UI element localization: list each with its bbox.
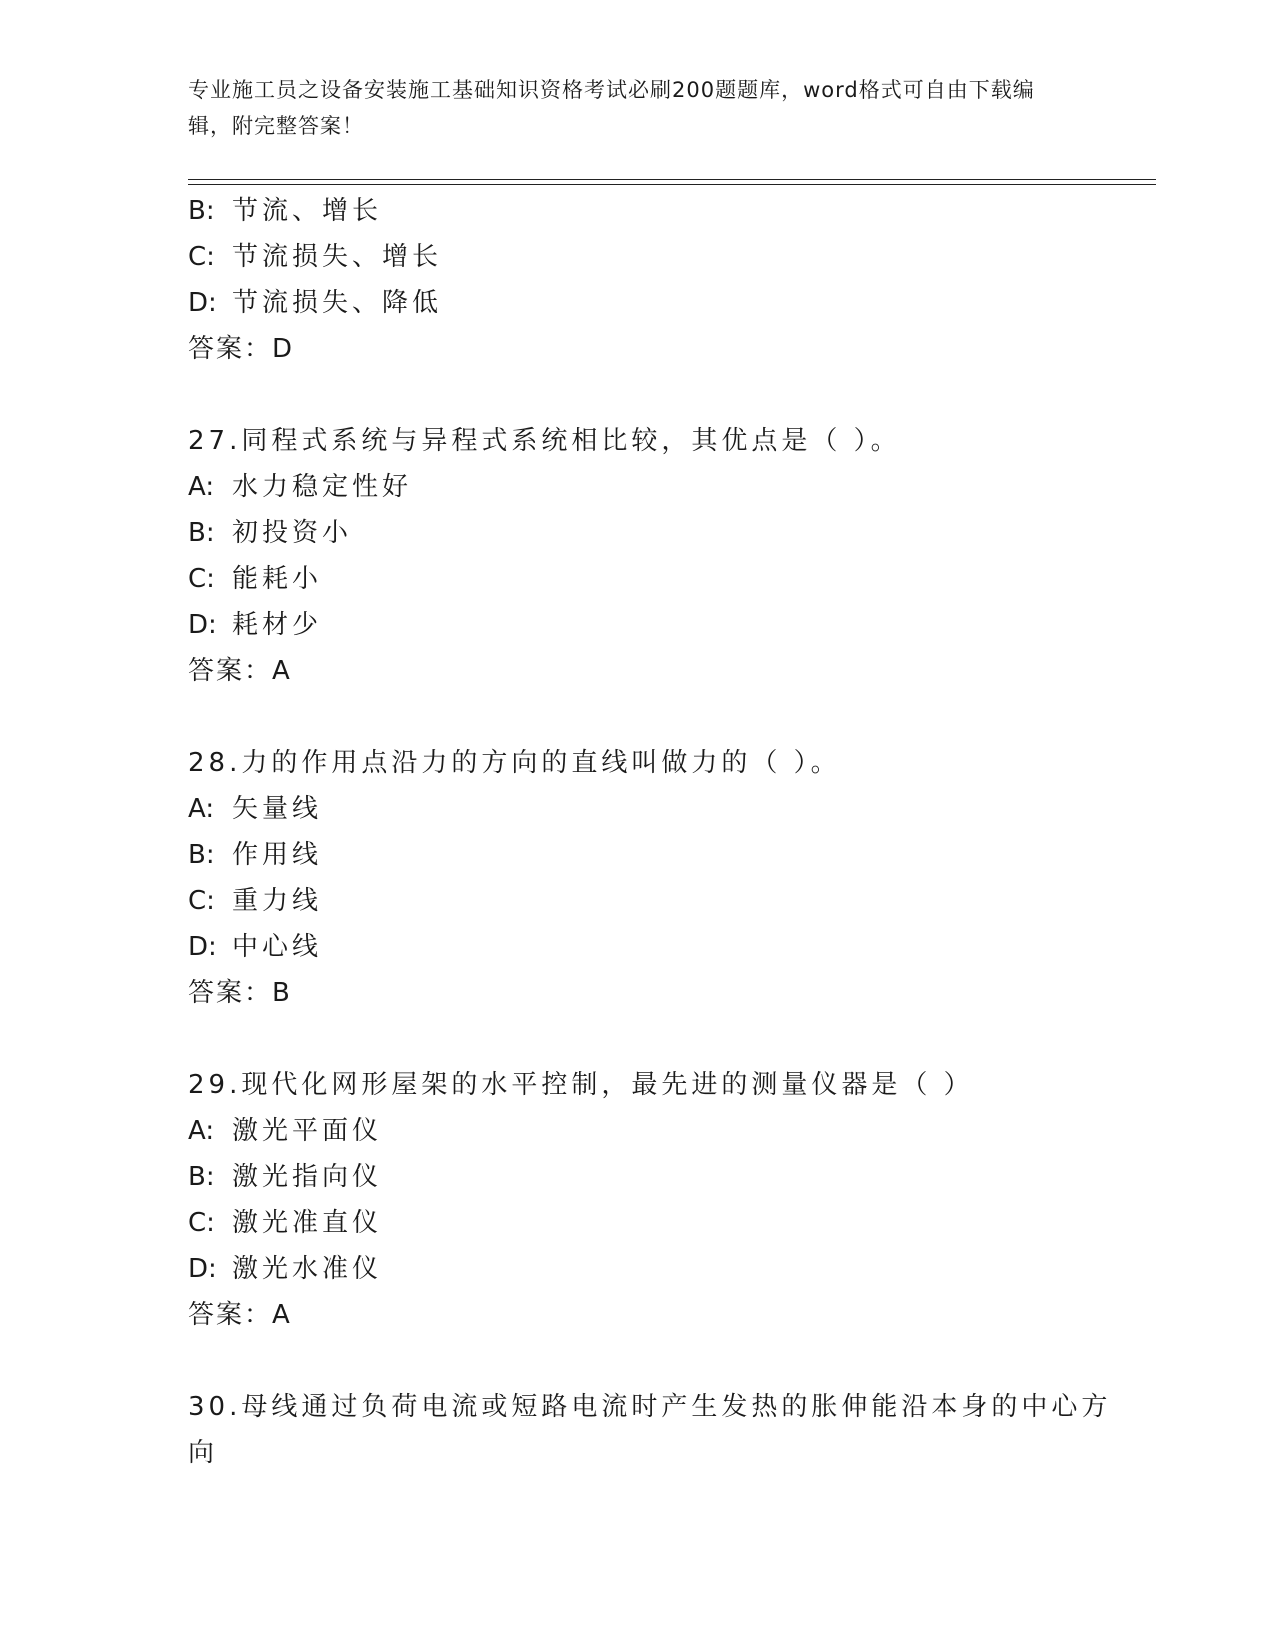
option-b: B: 节流、增长 bbox=[188, 196, 383, 226]
question-stem-30: 30.母线通过负荷电流或短路电流时产生发热的胀伸能沿本身的中心方 bbox=[188, 1392, 1112, 1422]
header-divider-bottom bbox=[188, 184, 1156, 185]
document-header-title: 专业施工员之设备安装施工基础知识资格考试必刷200题题库，word格式可自由下载编辑，附完整答案！ bbox=[188, 78, 1035, 138]
spacer bbox=[188, 1338, 1148, 1384]
question-stem-28: 28.力的作用点沿力的方向的直线叫做力的（ ）。 bbox=[188, 748, 841, 778]
option-a: A: 矢量线 bbox=[188, 794, 323, 824]
answer-line: 答案：A bbox=[188, 656, 292, 686]
option-b: B: 激光指向仪 bbox=[188, 1162, 383, 1192]
answer-line: 答案：B bbox=[188, 978, 292, 1008]
option-b: B: 作用线 bbox=[188, 840, 323, 870]
option-c: C: 重力线 bbox=[188, 886, 323, 916]
question-list bbox=[188, 188, 1148, 1476]
spacer bbox=[188, 694, 1148, 740]
question-stem-30-continued: 向 bbox=[188, 1438, 219, 1468]
option-d: D: 激光水准仪 bbox=[188, 1254, 383, 1284]
option-a: A: 水力稳定性好 bbox=[188, 472, 413, 502]
question-stem-27: 27.同程式系统与异程式系统相比较，其优点是（ ）。 bbox=[188, 426, 901, 456]
option-d: D: 耗材少 bbox=[188, 610, 323, 640]
header-divider-top bbox=[188, 179, 1156, 180]
answer-line: 答案：D bbox=[188, 334, 295, 364]
option-d: D: 节流损失、降低 bbox=[188, 288, 443, 318]
question-stem-29: 29.现代化网形屋架的水平控制，最先进的测量仪器是（ ） bbox=[188, 1070, 974, 1100]
answer-line: 答案：A bbox=[188, 1300, 292, 1330]
spacer bbox=[188, 372, 1148, 418]
option-a: A: 激光平面仪 bbox=[188, 1116, 383, 1146]
option-c: C: 节流损失、增长 bbox=[188, 242, 443, 272]
option-c: C: 激光准直仪 bbox=[188, 1208, 383, 1238]
option-d: D: 中心线 bbox=[188, 932, 323, 962]
option-c: C: 能耗小 bbox=[188, 564, 323, 594]
spacer bbox=[188, 1016, 1148, 1062]
option-b: B: 初投资小 bbox=[188, 518, 353, 548]
